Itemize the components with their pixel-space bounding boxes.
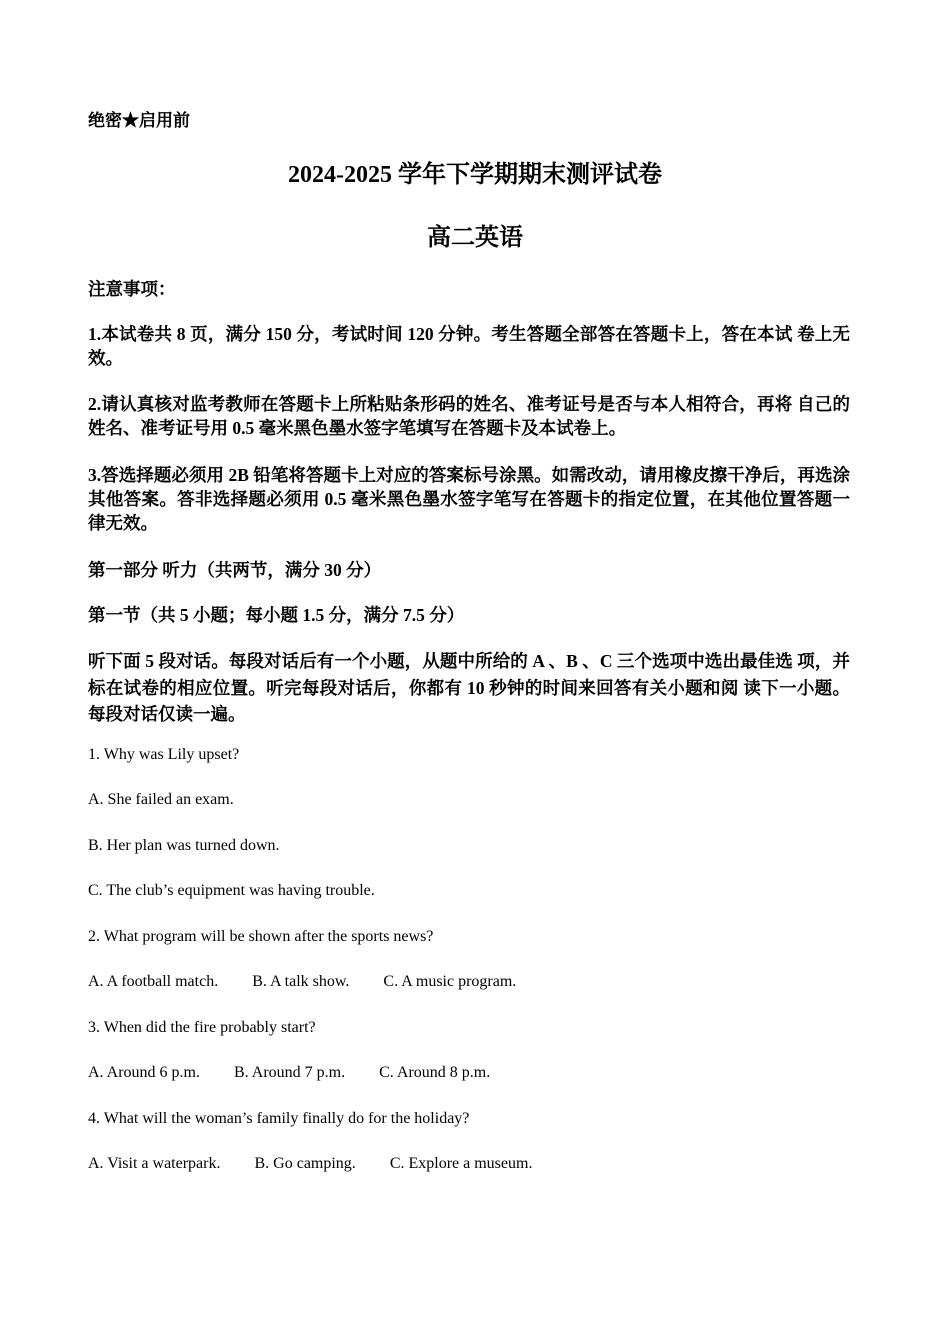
question-3-option-b: B. Around 7 p.m. — [234, 1064, 346, 1081]
question-3-option-c: C. Around 8 p.m. — [379, 1064, 491, 1081]
notice-item-3: 3.答选择题必须用 2B 铅笔将答题卡上对应的答案标号涂黑。如需改动，请用橡皮擦干净后，再选涂其他答案。答非选择题必须用 0.5 毫米黑色墨水签字笔写在答题卡的指定位置，在其他位置答题一律无效。 — [88, 465, 850, 533]
question-2: 2. What program will be shown after the sports news? — [88, 928, 434, 945]
question-4-option-c: C. Explore a museum. — [389, 1155, 533, 1172]
question-3: 3. When did the fire probably start? — [88, 1019, 316, 1036]
exam-title: 2024-2025 学年下学期期末测评试卷 — [288, 162, 662, 188]
confidential-label: 绝密★启用前 — [88, 111, 190, 130]
question-2-option-c: C. A music program. — [383, 973, 517, 990]
question-4-options — [88, 1153, 850, 1175]
question-1-option-b: B. Her plan was turned down. — [88, 837, 280, 854]
question-2-options — [88, 971, 850, 993]
question-2-option-b: B. A talk show. — [252, 973, 350, 990]
question-1-option-a: A. She failed an exam. — [88, 791, 234, 808]
question-1: 1. Why was Lily upset? — [88, 746, 240, 763]
question-2-option-a: A. A football match. — [88, 973, 219, 990]
notice-item-2: 2.请认真核对监考教师在答题卡上所粘贴条形码的姓名、准考证号是否与本人相符合，再将 自己的姓名、准考证号用 0.5 毫米黑色墨水签字笔填写在答题卡及本试卷上。 — [88, 394, 850, 438]
part-one-title: 第一部分 听力（共两节，满分 30 分） — [88, 560, 382, 580]
notice-item-1: 1.本试卷共 8 页，满分 150 分，考试时间 120 分钟。考生答题全部答在答题卡上，答在本试 卷上无效。 — [88, 324, 850, 368]
listening-instructions: 听下面 5 段对话。每段对话后有一个小题，从题中所给的 A 、B 、C 三个选项中选出最佳选 项，并标在试卷的相应位置。听完每段对话后，你都有 10 秒钟的时间来回答有关小题和阅 读下一小题。每段对话仅读一遍。 — [88, 651, 850, 724]
question-3-option-a: A. Around 6 p.m. — [88, 1064, 200, 1081]
question-4-option-b: B. Go camping. — [254, 1155, 356, 1172]
subject-title: 高二英语 — [427, 225, 523, 251]
question-4-option-a: A. Visit a waterpark. — [88, 1155, 221, 1172]
question-3-options — [88, 1062, 850, 1084]
section-one-title: 第一节（共 5 小题；每小题 1.5 分，满分 7.5 分） — [88, 605, 465, 625]
question-1-option-c: C. The club’s equipment was having trouble. — [88, 882, 375, 899]
notice-heading: 注意事项： — [88, 279, 176, 299]
question-4: 4. What will the woman’s family finally do for the holiday? — [88, 1110, 470, 1127]
